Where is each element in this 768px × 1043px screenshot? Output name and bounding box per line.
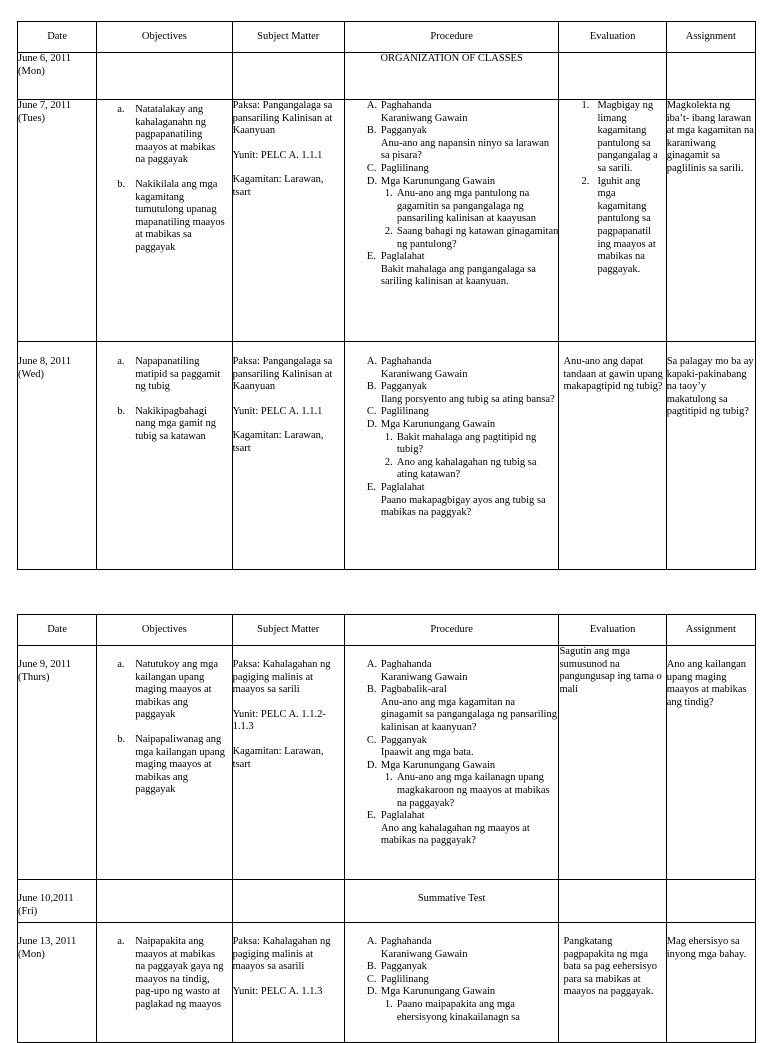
merged-activity-cell: ORGANIZATION OF CLASSES <box>344 53 559 100</box>
step-title: Mga Karunungang Gawain <box>380 175 496 187</box>
table-row <box>18 100 756 342</box>
step-detail: Bakit mahalaga ang pangangalaga sa sariling kalinisan at kaanyuan. <box>380 263 536 288</box>
evaluation-cell <box>559 100 666 342</box>
step-title: Pagganyak <box>380 381 427 393</box>
step-title: Paghahanda <box>380 659 432 670</box>
objective-marker: a. <box>117 356 125 367</box>
evaluation-marker: 2. <box>581 175 590 187</box>
table-row <box>18 880 756 923</box>
evaluation-item <box>559 176 665 277</box>
objectives-cell <box>97 342 232 570</box>
date-cell <box>18 53 97 100</box>
day-text: (Wed) <box>18 368 44 380</box>
objective-item <box>97 356 227 394</box>
procedure-cell <box>344 342 559 570</box>
step-detail: Paano makapagbigay ayos ang tubig sa mabikas na paggyak? <box>380 494 546 519</box>
step-marker: D. <box>366 175 378 187</box>
day-text: (Mon) <box>18 948 45 960</box>
empty-cell <box>97 53 232 100</box>
step-detail: Karaniwang Gawain <box>380 948 468 960</box>
header-date: Date <box>18 22 97 53</box>
procedure-step <box>345 974 559 987</box>
substep-text: Paano maipapakita ang mga ehersisyong kinakailanagn sa <box>396 998 520 1023</box>
date-cell <box>18 342 97 570</box>
date-text: June 9, 2011 <box>18 659 71 670</box>
step-detail: Ano ang kahalagahan ng maayos at mabikas na paggayak? <box>380 822 530 847</box>
step-marker: A. <box>366 356 378 367</box>
paksa-text: Paksa: Kahalagahan ng pagiging malinis at maayos sa sarili <box>232 659 331 696</box>
substep-text: Ano ang kahalagahan ng tubig sa ating katawan? <box>396 456 537 481</box>
lesson-plan-table-2 <box>17 614 756 1043</box>
empty-cell <box>97 880 232 923</box>
procedure-step <box>345 810 559 823</box>
header-subject-matter: Subject Matter <box>232 615 344 646</box>
step-marker: D. <box>366 986 378 998</box>
procedure-step <box>345 125 559 138</box>
step-marker: A. <box>366 659 378 670</box>
step-title: Paglalahat <box>380 810 425 822</box>
empty-cell <box>232 880 344 923</box>
day-text: (Mon) <box>18 65 45 77</box>
objective-text: Natutukoy ang mga kailangan upang maging maayos at mabikas ang paggayak <box>135 659 219 721</box>
substep-text: Anu-ano ang mga kailanagn upang magkakaroon ng maayos at mabikas na paggayak? <box>396 772 550 809</box>
header-date: Date <box>18 615 97 646</box>
date-text: June 7, 2011 <box>18 100 71 111</box>
step-marker: E. <box>366 251 376 263</box>
substep-text: Anu-ano ang mga pantulong na gagamitin sa pangangalaga ng pansariling kalinisan at kaayusan <box>396 188 536 225</box>
step-marker: B. <box>366 125 377 137</box>
step-marker: C. <box>366 406 377 418</box>
procedure-step <box>345 356 559 369</box>
procedure-step <box>345 760 559 773</box>
subject-matter-cell <box>232 923 344 1043</box>
header-procedure: Procedure <box>344 615 559 646</box>
paksa-text: Paksa: Pangangalaga sa pansariling Kalinisan at Kaanyuan <box>232 356 333 393</box>
procedure-step <box>345 406 559 419</box>
empty-cell <box>559 880 666 923</box>
step-marker: B. <box>366 961 377 973</box>
yunit-text: Yunit: PELC A. 1.1.1 <box>232 405 323 417</box>
objective-text: Nakikilala ang mga kagamitang tumutulong upanag mapanatiling maayos at mabikas sa paggayak <box>135 178 225 253</box>
empty-cell <box>232 53 344 100</box>
step-title: Paglilinang <box>380 406 429 418</box>
step-marker: B. <box>366 684 377 696</box>
procedure-step <box>345 482 559 495</box>
substep-marker: 2. <box>384 456 393 468</box>
objectives-list <box>97 659 227 797</box>
header-objectives: Objectives <box>97 22 232 53</box>
objective-text: Napapanatiling matipid sa paggamit ng tubig <box>135 356 221 393</box>
assignment-cell: Sa palagay mo ba ay kapaki-pakinabang na taoy’y makatulong sa pagtitipid ng tubig? <box>666 342 755 570</box>
procedure-cell <box>344 646 559 880</box>
objective-text: Naipapakita ang maayos at mabikas na paggayak gaya ng maayos na tindig, pag-upo ng wasto at paglakad ng maayos <box>135 936 224 1010</box>
header-row <box>18 615 756 646</box>
empty-cell <box>559 53 666 100</box>
step-detail: Karaniwang Gawain <box>380 368 468 380</box>
objective-item <box>97 659 227 722</box>
procedure-step <box>345 684 559 697</box>
step-title: Pagbabalik-aral <box>380 684 447 696</box>
step-title: Paglalahat <box>380 251 425 263</box>
procedure-cell <box>344 923 559 1043</box>
step-title: Paghahanda <box>380 356 432 367</box>
procedure-step <box>345 961 559 974</box>
procedure-step <box>345 986 559 999</box>
procedure-cell <box>344 100 559 342</box>
date-cell <box>18 923 97 1043</box>
empty-cell <box>666 880 755 923</box>
procedure-substep <box>345 457 559 482</box>
date-cell <box>18 100 97 342</box>
objective-marker: b. <box>117 178 126 190</box>
substep-marker: 1. <box>384 998 393 1010</box>
evaluation-item <box>559 100 665 176</box>
objective-marker: b. <box>117 733 126 745</box>
objective-text: Nakikipagbahagi nang mga gamit ng tubig sa katawan <box>135 405 216 442</box>
evaluation-cell: Anu-ano ang dapat tandaan at gawin upang makapagtipid ng tubig? <box>559 342 666 570</box>
assignment-cell: Ano ang kailangan upang maging maayos at mabikas ang tindig? <box>666 646 755 880</box>
paksa-text: Paksa: Kahalagahan ng pagiging malinis at maayos sa asarili <box>232 936 331 973</box>
step-title: Paglilinang <box>380 162 429 174</box>
objective-item <box>97 406 227 444</box>
step-title: Pagganyak <box>380 734 427 746</box>
yunit-text: Yunit: PELC A. 1.1.3 <box>232 985 323 997</box>
procedure-step <box>345 100 559 113</box>
assignment-cell: Magkolekta ng iba’t- ibang larawan at mga kagamitan na karaniwang ginagamit sa paglilinis sa sarili. <box>666 100 755 342</box>
date-cell <box>18 646 97 880</box>
objective-marker: b. <box>117 405 126 417</box>
day-text: (Thurs) <box>18 671 50 683</box>
objective-marker: a. <box>117 659 125 670</box>
assignment-cell: Mag ehersisyo sa inyong mga bahay. <box>666 923 755 1043</box>
step-title: Paglalahat <box>380 481 425 493</box>
yunit-text: Yunit: PELC A. 1.1.1 <box>232 149 323 161</box>
paksa-text: Paksa: Pangangalaga sa pansariling Kalinisan at Kaanyuan <box>232 100 333 137</box>
objective-item <box>97 734 227 797</box>
procedure-step <box>345 659 559 672</box>
kagamitan-text: Kagamitan: Larawan, tsart <box>232 174 324 198</box>
evaluation-text: Iguhit ang mga kagamitang pantulong sa pagpapanatil ing maayos at mabikas na paggayak. <box>597 175 656 275</box>
objective-marker: a. <box>117 104 125 115</box>
step-detail: Anu-ano ang mga kagamitan na ginagamit sa pangangalaga ng pansariling kalinisan at kaanyuan? <box>380 696 557 733</box>
header-evaluation: Evaluation <box>559 615 666 646</box>
subject-matter-cell <box>232 342 344 570</box>
substep-marker: 1. <box>384 188 393 200</box>
procedure-step <box>345 936 559 949</box>
subject-matter-cell <box>232 100 344 342</box>
objectives-cell <box>97 646 232 880</box>
step-marker: E. <box>366 810 376 822</box>
step-marker: D. <box>366 759 378 771</box>
procedure-step <box>345 419 559 432</box>
step-marker: A. <box>366 100 378 111</box>
objective-text: Natatalakay ang kahalaganahn ng pagpapanatiling maayos at mabikas na paggayak <box>135 104 216 166</box>
objectives-list <box>97 936 227 1012</box>
step-marker: C. <box>366 734 377 746</box>
objectives-list <box>97 356 227 444</box>
procedure-substep <box>345 432 559 457</box>
subject-matter-cell <box>232 646 344 880</box>
date-text: June 13, 2011 <box>18 936 77 947</box>
evaluation-cell: Sagutin ang mga sumusunod na pangungusap ing tama o mali <box>559 646 666 880</box>
objective-item <box>97 179 227 255</box>
objectives-cell <box>97 923 232 1043</box>
day-text: (Fri) <box>18 905 38 917</box>
table-row <box>18 646 756 880</box>
evaluation-cell: Pangkatang pagpapakita ng mga bata sa pag eehersisyo para sa mabikas at maayos na paggayak. <box>559 923 666 1043</box>
evaluation-marker: 1. <box>581 100 590 111</box>
procedure-step <box>345 381 559 394</box>
date-cell <box>18 880 97 923</box>
step-detail: Karaniwang Gawain <box>380 112 468 124</box>
procedure-substep <box>345 772 559 810</box>
step-marker: B. <box>366 381 377 393</box>
step-title: Pagganyak <box>380 125 427 137</box>
procedure-step <box>345 176 559 189</box>
step-title: Paglilinang <box>380 973 429 985</box>
step-detail: Ipaawit ang mga bata. <box>380 747 474 759</box>
step-detail: Anu-ano ang napansin ninyo sa larawan sa pisara? <box>380 137 550 162</box>
header-assignment: Assignment <box>666 22 755 53</box>
substep-marker: 1. <box>384 431 393 443</box>
step-title: Mga Karunungang Gawain <box>380 986 496 998</box>
date-text: June 6, 2011 <box>18 53 71 64</box>
objective-item <box>97 104 227 167</box>
step-marker: C. <box>366 162 377 174</box>
table-row <box>18 342 756 570</box>
step-title: Paghahanda <box>380 936 432 947</box>
header-evaluation: Evaluation <box>559 22 666 53</box>
evaluation-text: Magbigay ng limang kagamitang pantulong sa pangangalag a sa sarili. <box>597 100 658 174</box>
day-text: (Tues) <box>18 112 46 124</box>
step-marker: A. <box>366 936 378 947</box>
table-row <box>18 923 756 1043</box>
substep-text: Bakit mahalaga ang pagtitipid ng tubig? <box>396 431 537 456</box>
step-title: Mga Karunungang Gawain <box>380 418 496 430</box>
substep-marker: 1. <box>384 772 393 784</box>
objective-marker: a. <box>117 936 125 947</box>
header-objectives: Objectives <box>97 615 232 646</box>
step-title: Pagganyak <box>380 961 427 973</box>
procedure-step <box>345 163 559 176</box>
objective-item <box>97 936 227 1012</box>
header-procedure: Procedure <box>344 22 559 53</box>
step-title: Mga Karunungang Gawain <box>380 759 496 771</box>
procedure-substep <box>345 226 559 251</box>
kagamitan-text: Kagamitan: Larawan, tsart <box>232 430 324 454</box>
procedure-substep <box>345 188 559 226</box>
yunit-text: Yunit: PELC A. 1.1.2-1.1.3 <box>232 708 326 733</box>
step-marker: C. <box>366 973 377 985</box>
objectives-list <box>97 104 227 255</box>
lesson-plan-table-1 <box>17 21 756 570</box>
empty-cell <box>666 53 755 100</box>
step-title: Paghahanda <box>380 100 432 111</box>
table-row <box>18 53 756 100</box>
date-text: June 8, 2011 <box>18 356 71 367</box>
date-text: June 10,2011 <box>18 893 74 904</box>
step-detail: Karaniwang Gawain <box>380 671 468 683</box>
objectives-cell <box>97 100 232 342</box>
substep-marker: 2. <box>384 225 393 237</box>
header-assignment: Assignment <box>666 615 755 646</box>
header-subject-matter: Subject Matter <box>232 22 344 53</box>
step-marker: D. <box>366 418 378 430</box>
step-detail: Ilang porsyento ang tubig sa ating bansa? <box>380 393 555 405</box>
kagamitan-text: Kagamitan: Larawan, tsart <box>232 745 324 770</box>
header-row <box>18 22 756 53</box>
objective-text: Naipapaliwanag ang mga kailangan upang maging maayos at mabikas ang paggayak <box>135 733 226 796</box>
procedure-step <box>345 735 559 748</box>
procedure-step <box>345 251 559 264</box>
merged-activity-cell: Summative Test <box>344 880 559 923</box>
procedure-substep <box>345 999 559 1024</box>
substep-text: Saang bahagi ng katawan ginagamitan ng pantulong? <box>396 225 559 250</box>
step-marker: E. <box>366 481 376 493</box>
